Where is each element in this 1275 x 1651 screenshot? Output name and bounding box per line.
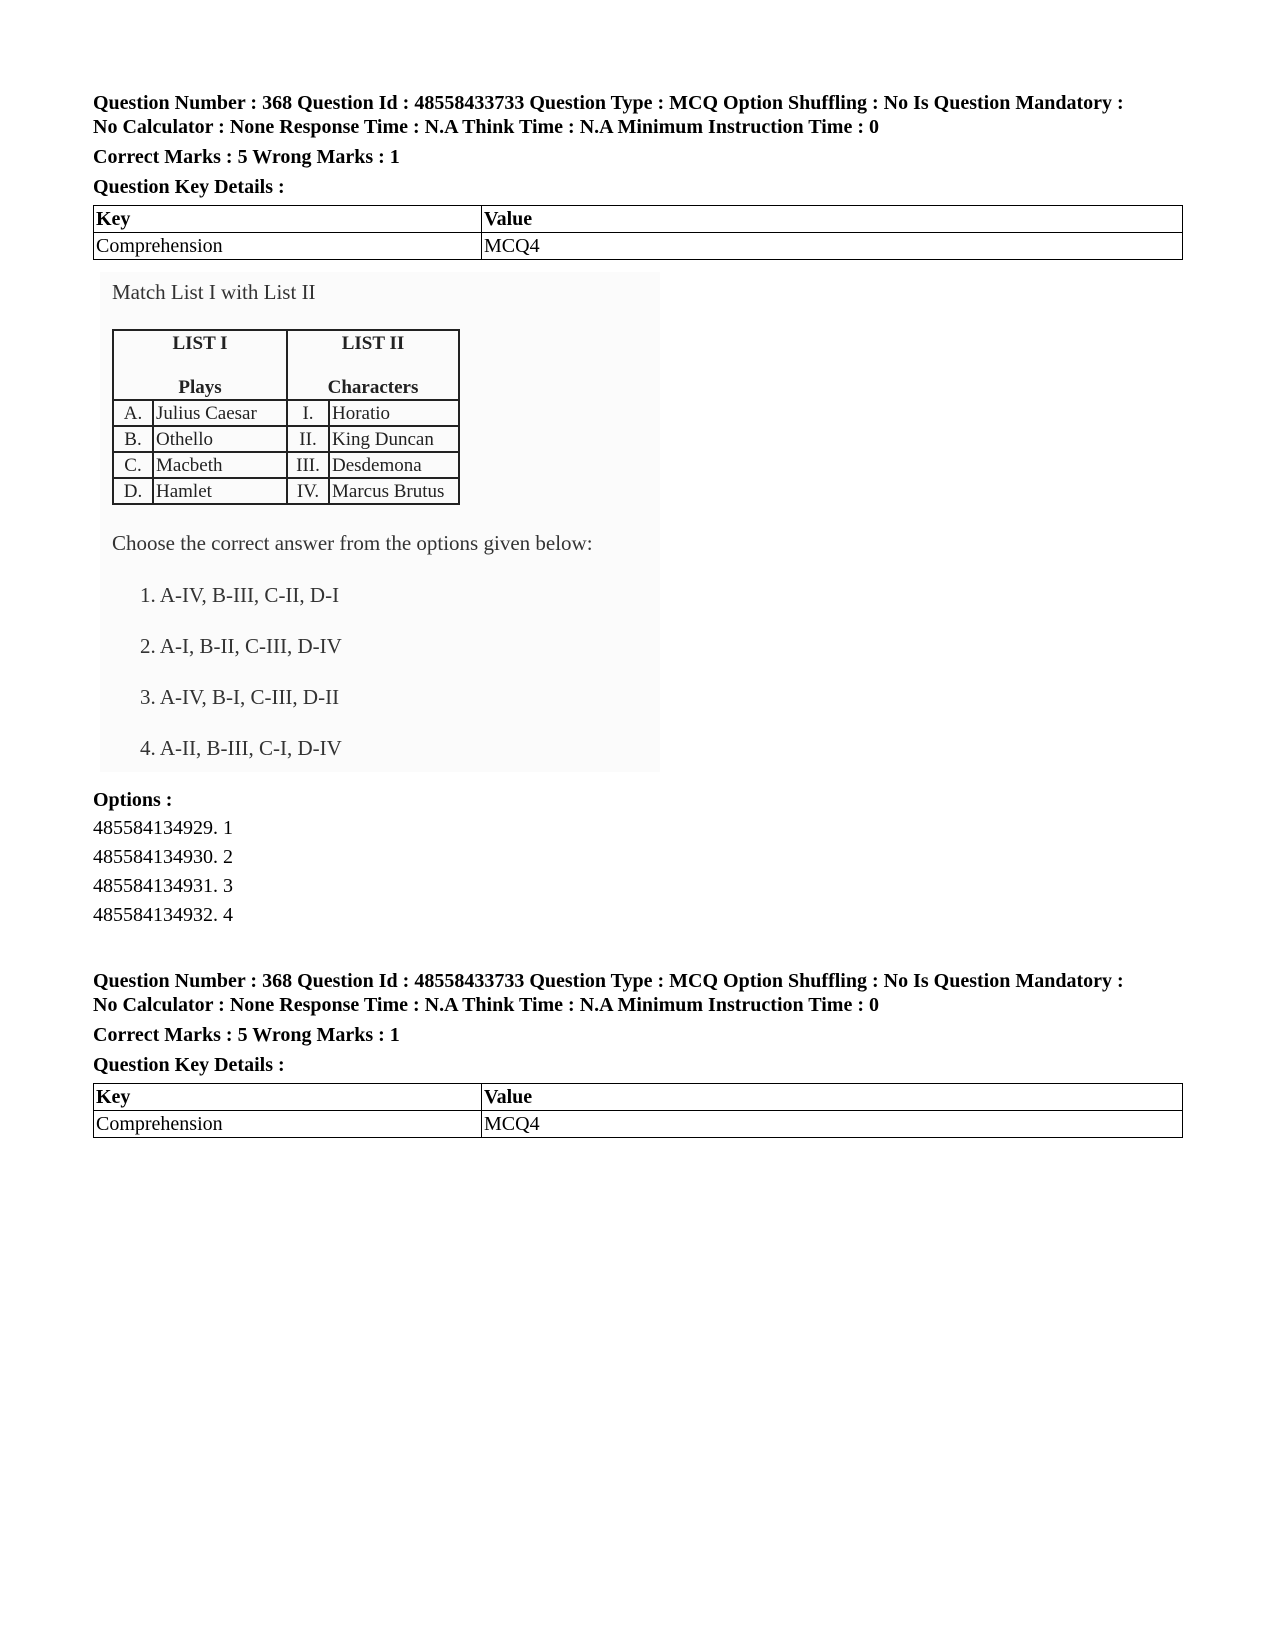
row-label: B. xyxy=(113,426,153,452)
option-item: 485584134931. 3 xyxy=(93,875,233,897)
option-item: 485584134930. 2 xyxy=(93,846,233,868)
list1-title: LIST I xyxy=(172,333,228,354)
marks-line: Correct Marks : 5 Wrong Marks : 1 xyxy=(93,1024,400,1046)
meta-line-2: No Calculator : None Response Time : N.A Think Time : N.A Minimum Instruction Time : 0 xyxy=(93,994,879,1016)
list2-title: LIST II xyxy=(341,333,405,354)
play-cell: Hamlet xyxy=(153,478,287,504)
answer-choice: 1. A-IV, B-III, C-II, D-I xyxy=(140,583,340,607)
list2-header xyxy=(287,330,459,400)
row-label: A. xyxy=(113,400,153,426)
meta-line-1: Question Number : 368 Question Id : 48558433733 Question Type : MCQ Option Shuffling : No Is Question Mandatory : xyxy=(93,92,1124,114)
row-label: D. xyxy=(113,478,153,504)
match-row xyxy=(113,452,459,478)
key-details-label: Question Key Details : xyxy=(93,1054,285,1076)
options-label: Options : xyxy=(93,789,173,811)
play-cell: Macbeth xyxy=(153,452,287,478)
key-details-table xyxy=(93,1083,1183,1138)
list2-subtitle: Characters xyxy=(327,377,419,398)
value-cell: MCQ4 xyxy=(482,233,1183,260)
marks-line: Correct Marks : 5 Wrong Marks : 1 xyxy=(93,146,400,168)
match-row xyxy=(113,400,459,426)
roman-label: II. xyxy=(287,426,329,452)
play-cell: Othello xyxy=(153,426,287,452)
meta-line-2: No Calculator : None Response Time : N.A Think Time : N.A Minimum Instruction Time : 0 xyxy=(93,116,879,138)
key-details-table xyxy=(93,205,1183,260)
answer-choice: 4. A-II, B-III, C-I, D-IV xyxy=(140,736,342,760)
question-image xyxy=(100,272,660,772)
character-cell: Marcus Brutus xyxy=(329,478,459,504)
roman-label: IV. xyxy=(287,478,329,504)
question-title: Match List I with List II xyxy=(112,280,316,304)
character-cell: Horatio xyxy=(329,400,459,426)
list1-subtitle: Plays xyxy=(178,377,222,398)
question-meta-block-2 xyxy=(93,969,1183,1138)
match-row xyxy=(113,426,459,452)
key-header: Key xyxy=(94,206,482,233)
match-lists-table xyxy=(112,329,460,505)
answer-choice: 2. A-I, B-II, C-III, D-IV xyxy=(140,634,342,658)
play-cell: Julius Caesar xyxy=(153,400,287,426)
option-item: 485584134929. 1 xyxy=(93,817,233,839)
question-instruction: Choose the correct answer from the options given below: xyxy=(112,531,593,555)
row-label: C. xyxy=(113,452,153,478)
key-details-label: Question Key Details : xyxy=(93,176,285,198)
options-block xyxy=(93,788,1183,932)
match-row xyxy=(113,478,459,504)
value-header: Value xyxy=(482,206,1183,233)
value-header: Value xyxy=(482,1084,1183,1111)
character-cell: King Duncan xyxy=(329,426,459,452)
key-cell: Comprehension xyxy=(94,1111,482,1138)
key-header: Key xyxy=(94,1084,482,1111)
list1-header xyxy=(113,330,287,400)
meta-line-1: Question Number : 368 Question Id : 48558433733 Question Type : MCQ Option Shuffling : No Is Question Mandatory : xyxy=(93,970,1124,992)
value-cell: MCQ4 xyxy=(482,1111,1183,1138)
roman-label: I. xyxy=(287,400,329,426)
roman-label: III. xyxy=(287,452,329,478)
question-meta-block-1 xyxy=(93,91,1183,260)
key-cell: Comprehension xyxy=(94,233,482,260)
option-item: 485584134932. 4 xyxy=(93,904,233,926)
answer-choice: 3. A-IV, B-I, C-III, D-II xyxy=(140,685,340,709)
character-cell: Desdemona xyxy=(329,452,459,478)
